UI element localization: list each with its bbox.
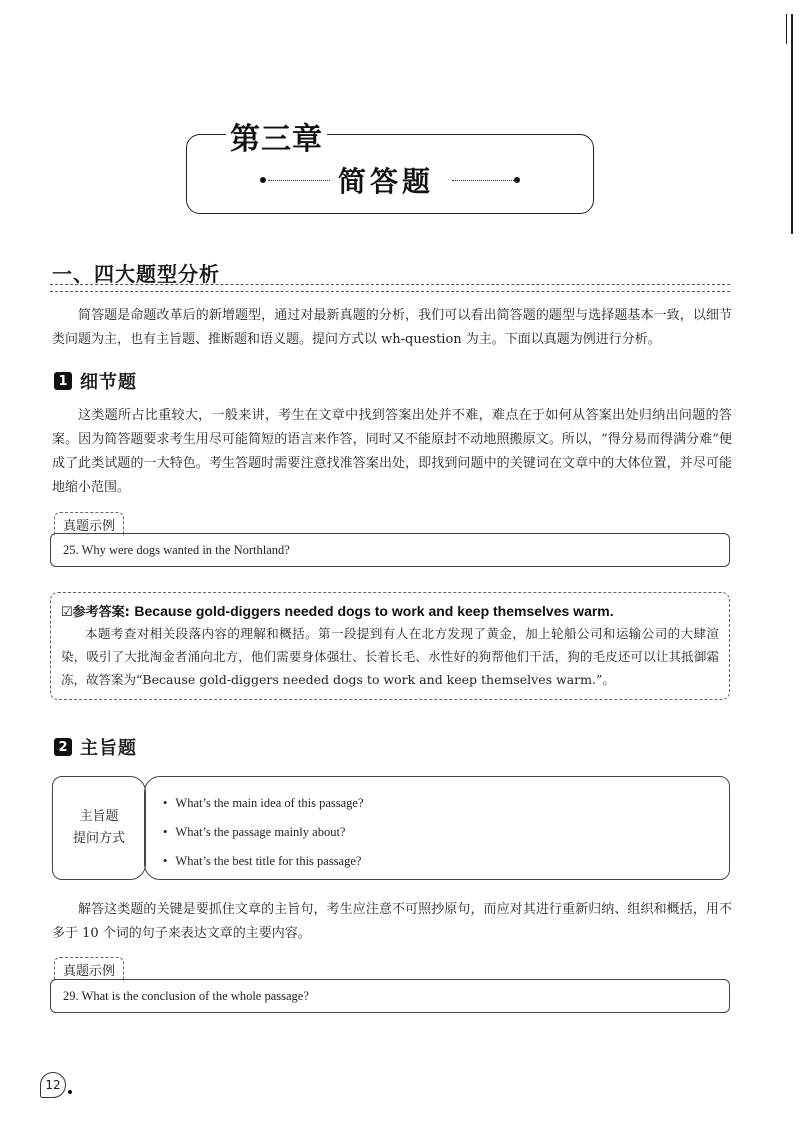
question-forms-cell: [144, 776, 730, 880]
question-type-label: 主旨题: [79, 809, 119, 824]
answer-explanation: 本题考查对相关段落内容的理解和概括。第一段提到有人在北方发现了黄金，加上轮船公司和运输公司的大肆渲染，吸引了大批淘金者涌向北方，他们需要身体强壮、长着长毛、水性好的狗帮他们干活，狗的毛皮还可以让其抵御霜冻，故答案为“Because gold-diggers needed dogs to work and keep themselves warm.”。: [61, 626, 719, 687]
part1-title: 细节题: [80, 372, 137, 393]
example-tag-2: 真题示例: [54, 957, 124, 981]
question-type-label-cell: [52, 776, 146, 880]
part2-paragraph: 解答这类题的关键是要抓住文章的主旨句，考生应注意不可照抄原句，而应对其进行重新归纳、组织和概括，用不多于 10 个词的句子来表达文章的主要内容。: [52, 902, 732, 941]
question-form-item: • What’s the main idea of this passage?: [163, 789, 711, 818]
part1-paragraph: 这类题所占比重较大，一般来讲，考生在文章中找到答案出处并不难，难点在于如何从答案出处归纳出问题的答案。因为简答题要求考生用尽可能简短的语言来作答，同时又不能原封不动地照搬原文。所以，“得分易而得满分难”便成了此类试题的一大特色。考生答题时需要注意找准答案出处，即找到问题中的关键词在文章中的大体位置，并尽可能地缩小范围。: [52, 408, 732, 495]
answer-box: [50, 592, 730, 700]
page-edge-rule: [791, 14, 793, 234]
intro-paragraph: 简答题是命题改革后的新增题型，通过对最新真题的分析，我们可以看出简答题的题型与选择题基本一致，以细节类问题为主，也有主旨题、推断题和语义题。提问方式以 wh-question 为主。下面以真题为例进行分析。: [52, 308, 732, 347]
part2-badge: 2: [54, 738, 72, 756]
part1-heading: [54, 368, 137, 394]
answer-text: Because gold-diggers needed dogs to work and keep themselves warm.: [134, 603, 614, 619]
question-style-label: 提问方式: [72, 831, 125, 846]
part1-badge: 1: [54, 372, 72, 390]
decor-line-left: [268, 180, 330, 181]
page-edge-rule-short: [786, 14, 787, 44]
question-form-item: • What’s the best title for this passage?: [163, 847, 711, 876]
chapter-title: 简答题: [338, 165, 435, 198]
example-question-1: 25. Why were dogs wanted in the Northland?: [63, 542, 290, 557]
decor-line-right: [452, 180, 514, 181]
page-number-dot: [68, 1090, 72, 1094]
answer-heading: [61, 601, 719, 620]
example-tag-1: 真题示例: [54, 512, 124, 536]
question-form-item: • What’s the passage mainly about?: [163, 818, 711, 847]
decor-dot-right: [514, 177, 520, 183]
section-heading: 一、四大题型分析: [52, 262, 220, 286]
chapter-number: 第三章: [226, 114, 327, 158]
example-box-1: [50, 533, 730, 567]
part2-title: 主旨题: [80, 738, 137, 759]
part2-heading: [54, 734, 137, 760]
page-number: 12: [40, 1072, 66, 1098]
section-divider: [50, 284, 730, 292]
answer-label: ☑参考答案:: [61, 605, 130, 620]
example-question-2: 29. What is the conclusion of the whole passage?: [63, 988, 309, 1003]
example-box-2: [50, 979, 730, 1013]
decor-dot-left: [260, 177, 266, 183]
